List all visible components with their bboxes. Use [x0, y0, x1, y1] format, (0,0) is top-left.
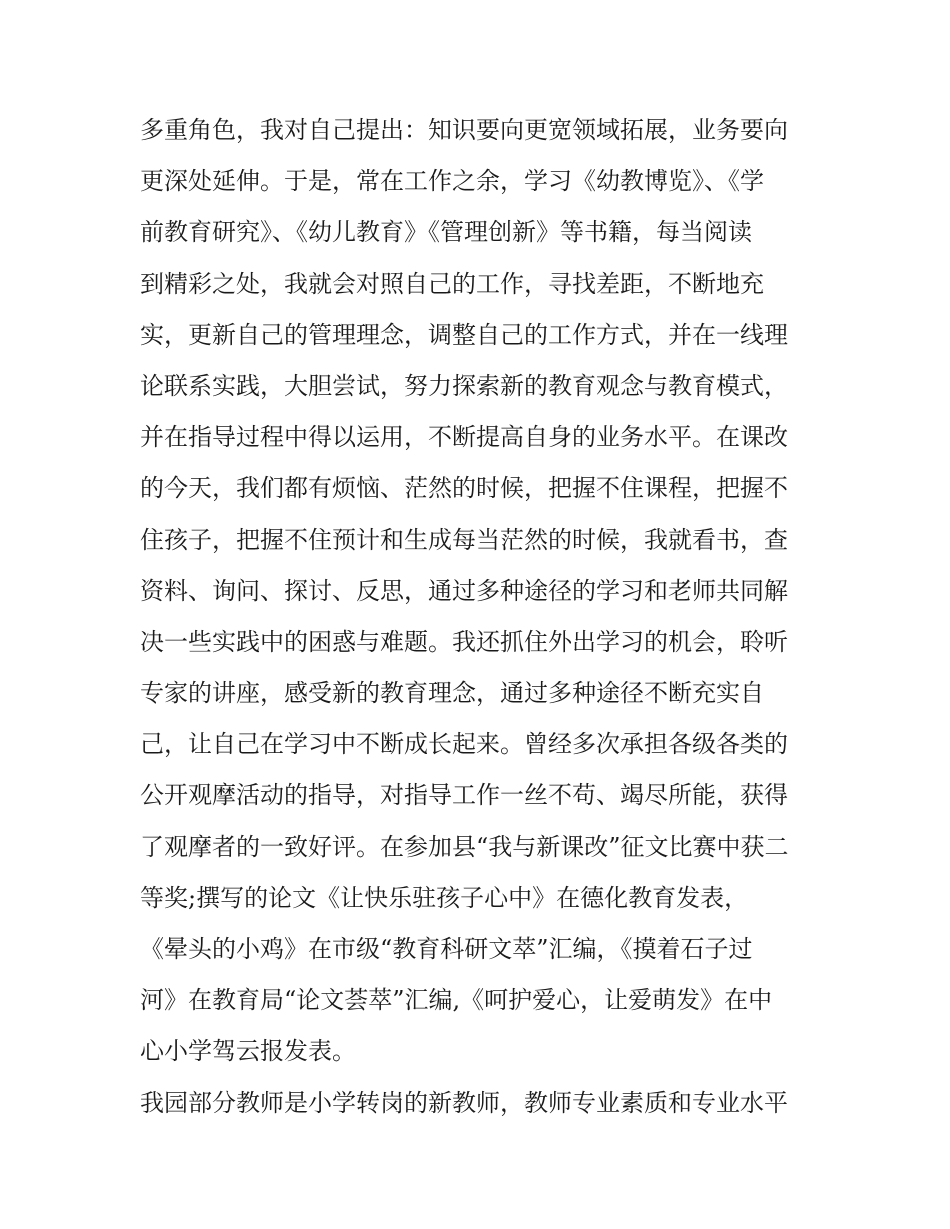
text-line: 《晕头的小鸡》在市级“教育科研文萃”汇编，《摸着石子过	[140, 935, 753, 963]
text-line: 决一些实践中的困惑与难题。我还抓住外出学习的机会，聆听	[140, 627, 788, 656]
text-line: 等奖;撰写的论文《让快乐驻孩子心中》在德化教育发表，	[140, 883, 749, 912]
text-line: 资料、询问、探讨、反思，通过多种途径的学习和老师共同解	[140, 576, 788, 605]
text-line: 专家的讲座，感受新的教育理念，通过多种途径不断充实自	[140, 679, 764, 708]
text-line: 到精彩之处，我就会对照自己的工作，寻找差距，不断地充	[140, 269, 764, 298]
text-line: 河》在教育局“论文荟萃”汇编,《呵护爱心，让爱萌发》在中	[140, 986, 773, 1015]
text-line: 己，让自己在学习中不断成长起来。曾经多次承担各级各类的	[140, 730, 788, 759]
text-line: 了观摩者的一致好评。在参加县“我与新课改”征文比赛中获二	[140, 832, 789, 861]
text-line: 更深处延伸。于是，常在工作之余，学习《幼教博览》、《学	[140, 167, 764, 196]
body-text	[140, 105, 840, 1129]
text-line: 我园部分教师是小学转岗的新教师，教师专业素质和专业水平	[140, 1088, 788, 1117]
text-line: 住孩子，把握不住预计和生成每当茫然的时候，我就看书，查	[140, 525, 788, 554]
text-line: 的今天，我们都有烦恼、茫然的时候，把握不住课程，把握不	[140, 474, 788, 503]
text-line: 并在指导过程中得以运用，不断提高自身的业务水平。在课改	[140, 423, 788, 452]
text-line: 实，更新自己的管理理念，调整自己的工作方式，并在一线理	[140, 320, 788, 349]
text-line: 论联系实践，大胆尝试，努力探索新的教育观念与教育模式，	[140, 371, 788, 400]
text-line: 多重角色，我对自己提出：知识要向更宽领域拓展，业务要向	[140, 116, 788, 144]
text-line: 心小学驾云报发表。	[140, 1037, 356, 1066]
text-line: 前教育研究》、《幼儿教育》《管理创新》等书籍，每当阅读	[140, 218, 752, 247]
text-line: 公开观摩活动的指导，对指导工作一丝不苟、竭尽所能，获得	[140, 781, 788, 810]
